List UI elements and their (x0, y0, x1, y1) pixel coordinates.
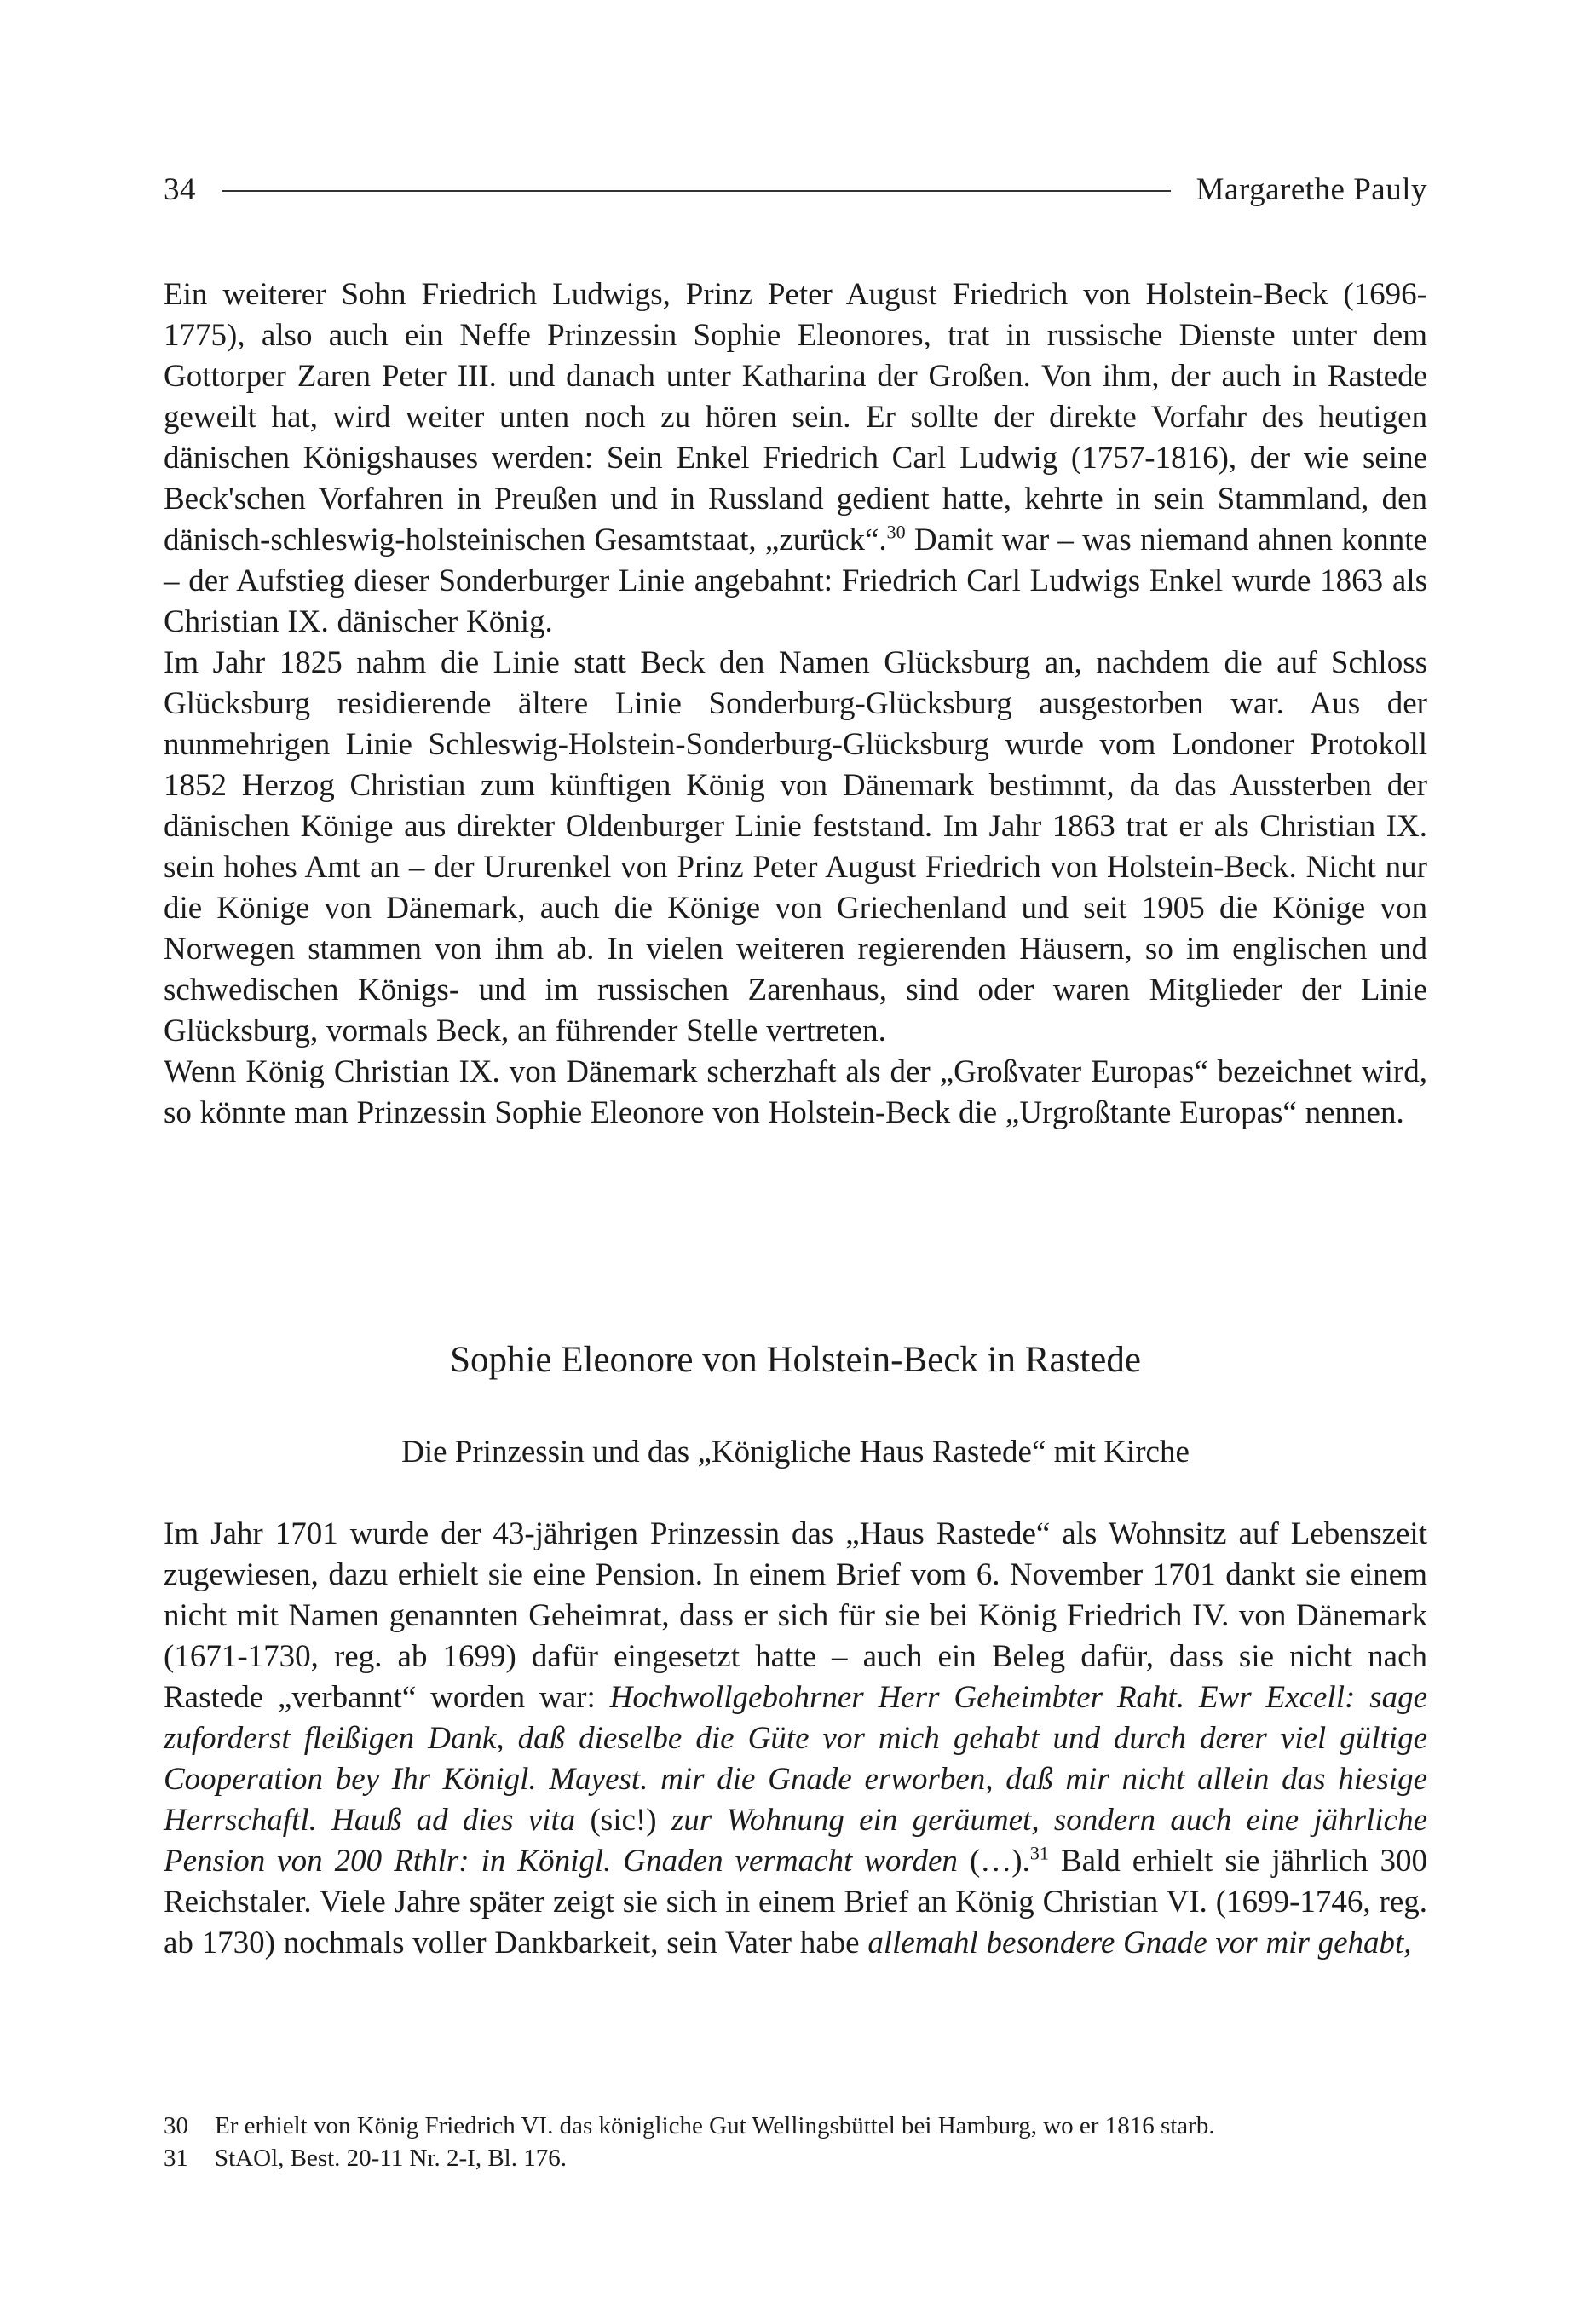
footnotes (164, 2110, 1427, 2174)
page-number: 34 (164, 171, 196, 207)
running-header (164, 164, 1427, 215)
footnote (164, 2110, 1427, 2142)
text-run: Wenn König Christian IX. von Dänemark scherzhaft als der „Großvater Europas“ bezeichnet wird, so könnte man Prinzessin Sophie Eleonore von Holstein-Beck die „Urgroßtante Europas“ nennen. (164, 1054, 1427, 1130)
quoted-source-text: Hochwollgebohrner Herr Geheimbter Raht. Ewr Excell: sage zuforderst fleißigen Dank, daß dieselbe die Güte vor mich gehabt und durch derer viel gültige Cooperation bey Ihr Königl. Mayest. mir die Gnade erworben, daß mir nicht allein das hiesige Herrschaftl. Hauß ad dies vita (164, 1680, 1427, 1838)
footnote-text: Er erhielt von König Friedrich VI. das königliche Gut Wellingsbüttel bei Hamburg, wo er 1816 starb. (215, 2112, 1215, 2139)
author-name: Margarethe Pauly (1196, 171, 1427, 207)
footnote-reference: 30 (886, 521, 906, 543)
footnote-reference: 31 (1029, 1842, 1049, 1864)
section-subtitle: Die Prinzessin und das „Königliche Haus Rastede“ mit Kirche (401, 1435, 1190, 1469)
text-run: (…). (957, 1844, 1030, 1879)
footnote-number: 30 (164, 2112, 188, 2139)
footnote (164, 2142, 1427, 2174)
section-title: Sophie Eleonore von Holstein-Beck in Rastede (450, 1340, 1141, 1380)
section-2-text (164, 1514, 1427, 1964)
text-run: Im Jahr 1701 wurde der 43-jährigen Prinzessin das „Haus Rastede“ als Wohnsitz auf Lebenszeit zugewiesen, dazu erhielt sie eine Pension. In einem Brief vom 6. November 1701 dankt sie einem nicht mit Namen genannten Geheimrat, dass er sich für sie bei König Friedrich IV. von Dänemark (1671-1730, reg. ab 1699) dafür eingesetzt hatte – auch ein Beleg dafür, dass sie nicht nach Rastede „verbannt“ worden war: (164, 1516, 1427, 1715)
text-run: Ein weiterer Sohn Friedrich Ludwigs, Prinz Peter August Friedrich von Holstein-Beck (1696-1775), also auch ein Neffe Prinzessin Sophie Eleonores, trat in russische Dienste unter dem Gottorper Zaren Peter III. und danach unter Katharina der Großen. Von ihm, der auch in Rastede geweilt hat, wird weiter unten noch zu hören sein. Er sollte der direkte Vorfahr des heutigen dänischen Königshauses werden: Sein Enkel Friedrich Carl Ludwig (1757-1816), der wie seine Beck'schen Vorfahren in Preußen und in Russland gedient hatte, kehrte in sein Stammland, den dänisch-schleswig-holsteinischen Gesamtstaat, „zurück“. (164, 277, 1427, 557)
book-page (164, 0, 1427, 2321)
header-rule (222, 190, 1171, 192)
text-run: Im Jahr 1825 nahm die Linie statt Beck den Namen Glücksburg an, nachdem die auf Schloss Glücksburg residierende ältere Linie Sonderburg-Glücksburg ausgestorben war. Aus der nunmehrigen Linie Schleswig-Holstein-Sonderburg-Glücksburg wurde vom Londoner Protokoll 1852 Herzog Christian zum künftigen König von Dänemark bestimmt, da das Aussterben der dänischen Könige aus direkter Oldenburger Linie feststand. Im Jahr 1863 trat er als Christian IX. sein hohes Amt an – der Ururenkel von Prinz Peter August Friedrich von Holstein-Beck. Nicht nur die Könige von Dänemark, auch die Könige von Griechenland und seit 1905 die Könige von Norwegen stammen von ihm ab. In vielen weiteren regierenden Häusern, so im englischen und schwedischen Königs- und im russischen Zarenhaus, sind oder waren Mitglieder der Linie Glücksburg, vormals Beck, an führender Stelle vertreten. (164, 645, 1427, 1048)
text-run: Damit war – was niemand ahnen konnte – der Aufstieg dieser Sonderburger Linie angebahnt: Friedrich Carl Ludwigs Enkel wurde 1863 als Christian IX. dänischer König. (164, 523, 1427, 639)
section-1-text (164, 274, 1427, 1134)
paragraph (164, 1514, 1427, 1964)
text-run: (sic!) (575, 1803, 671, 1838)
text-run: Bald erhielt sie jährlich 300 Reichstaler. Viele Jahre später zeigt sie sich in einem Brief an König Christian VI. (1699-1746, reg. ab 1730) nochmals voller Dankbarkeit, sein Vater habe (164, 1844, 1427, 1960)
footnote-number: 31 (164, 2145, 188, 2172)
paragraph (164, 274, 1427, 643)
footnote-text: StAOl, Best. 20-11 Nr. 2-I, Bl. 176. (215, 2145, 567, 2172)
quoted-source-text: zur Wohnung ein geräumet, sondern auch eine jährliche Pension von 200 Rthlr: in Königl. Gnaden vermacht worden (164, 1803, 1427, 1879)
paragraph (164, 643, 1427, 1052)
quoted-source-text: allemahl besondere Gnade vor mir gehabt, (867, 1926, 1412, 1960)
paragraph (164, 1052, 1427, 1134)
